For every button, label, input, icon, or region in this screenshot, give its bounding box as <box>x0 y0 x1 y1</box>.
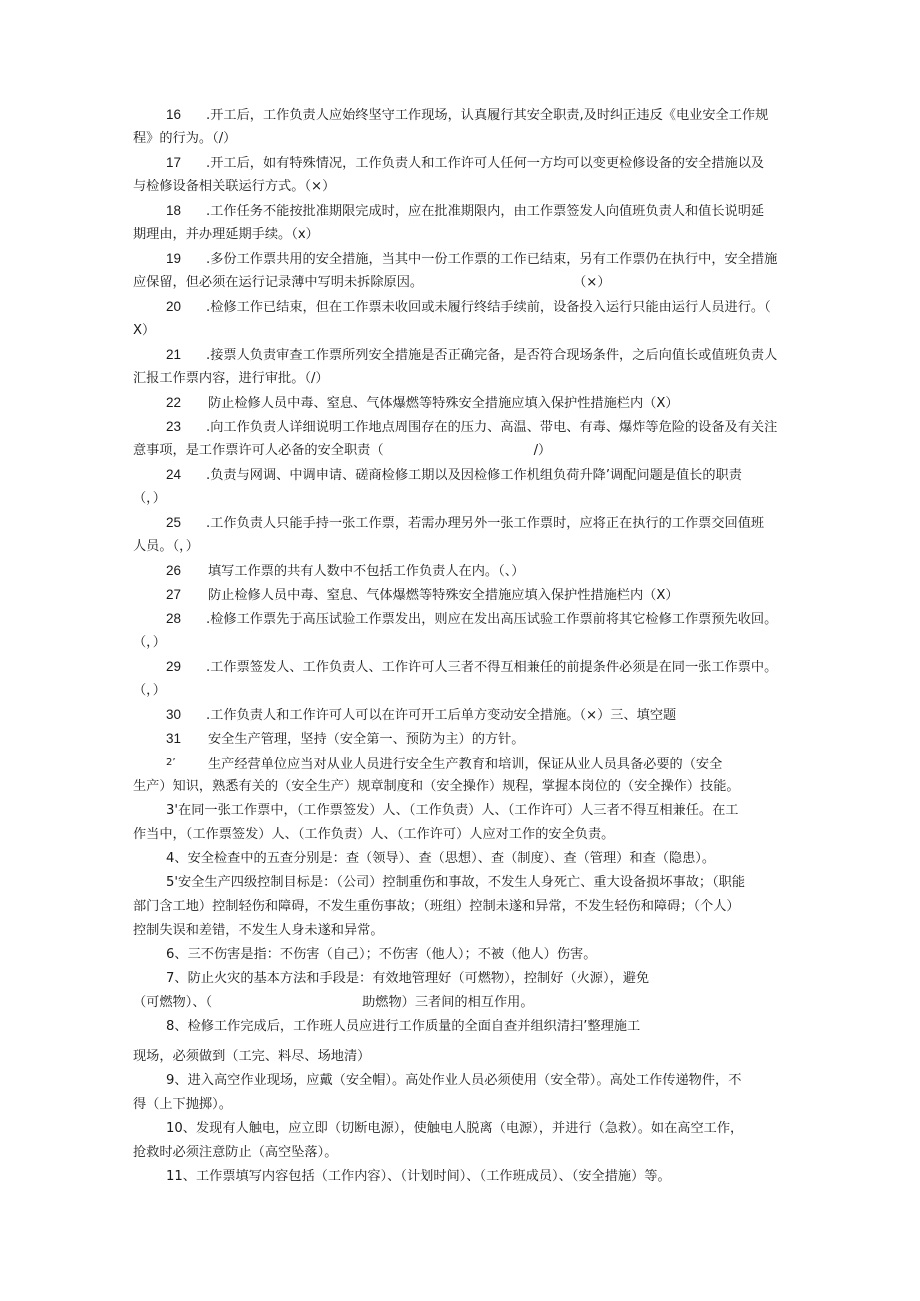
item-26-line-1 <box>133 559 795 583</box>
item-text: .检修工作票先于高压试验工作票发出，则应在发出高压试验工作票前将其它检修工作票预先收回。 <box>206 612 778 627</box>
item-number: 27 <box>166 587 182 602</box>
fill-5-line-2 <box>133 895 795 919</box>
item-text: .向工作负责人详细说明工作地点周围存在的压力、高温、带电、有毒、爆炸等危险的设备及有关注 <box>206 420 778 435</box>
item-text: 汇报工作票内容，进行审批。（/） <box>133 371 329 386</box>
item-text: .工作票签发人、工作负责人、工作许可人三者不得互相兼任的前提条件必须是在同一张工作票中。 <box>206 660 778 675</box>
item-number: 6 <box>166 947 175 962</box>
item-number: 7 <box>166 971 175 986</box>
item-28-line-2 <box>133 631 795 655</box>
item-text: （，） <box>133 491 166 506</box>
item-number: 29 <box>166 659 182 674</box>
item-text: .工作负责人只能手持一张工作票，若需办理另外一张工作票时，应将正在执行的工作票交回值班 <box>206 516 765 531</box>
fill-2-line-1 <box>133 751 795 775</box>
item-text: 、进入高空作业现场，应戴（安全帽）。高处作业人员必须使用（安全带）。高处工作传递物件，不 <box>174 1073 742 1088</box>
fill-5-line-1 <box>133 871 795 895</box>
item-number: 9 <box>166 1073 175 1088</box>
fill-10-line-2 <box>133 1141 795 1165</box>
item-number: 30 <box>166 707 182 722</box>
item-31-line-1 <box>133 727 795 751</box>
item-text: .负责与网调、中调申请、磋商检修工期以及因检修工作机组负荷升降’调配问题是值长的职责 <box>206 468 742 483</box>
fill-5-line-3 <box>133 919 795 943</box>
item-20-line-1 <box>133 295 795 319</box>
item-number: 10 <box>166 1121 183 1136</box>
item-21-line-2 <box>133 367 795 391</box>
item-text: 部门含工地）控制轻伤和障碍，不发生重伤事故；（班组）控制未遂和异常，不发生轻伤和障碍；（个人） <box>133 899 740 914</box>
item-text: 、防止火灾的基本方法和手段是：有效地管理好（可燃物），控制好（火源），避免 <box>174 971 650 986</box>
item-text: .多份工作票共用的安全措施，当其中一份工作票的工作已结束，另有工作票仍在执行中，安全措施 <box>206 252 778 267</box>
item-28-line-1 <box>133 607 795 631</box>
document-body <box>133 103 795 1189</box>
item-number: 25 <box>166 515 182 530</box>
item-number: 4 <box>166 851 175 866</box>
item-29-line-2 <box>133 679 795 703</box>
item-number: 3' <box>166 803 179 818</box>
item-text: 在同一张工作票中，（工作票签发）人、（工作负责）人、（工作许可）人三者不得互相兼任。在工 <box>178 803 739 818</box>
item-text: 、发现有人触电，应立即（切断电源），使触电人脱离（电源），并进行（急救）。如在高空工作， <box>182 1121 744 1136</box>
item-20-line-2 <box>133 319 795 343</box>
fill-6-line-1 <box>133 943 795 967</box>
item-text: 现场，必须做到（工完、料尽、场地清） <box>133 1049 371 1064</box>
item-18-line-1 <box>133 199 795 223</box>
item-text: （，） <box>133 683 166 698</box>
item-answer: （×） <box>573 275 611 290</box>
item-text: 程》的行为。（/） <box>133 131 237 146</box>
item-text: .开工后，工作负责人应始终坚守工作现场，认真履行其安全职责,及时纠正违反《电业安全工作规 <box>206 108 769 123</box>
item-24-line-2 <box>133 487 795 511</box>
fill-8-line-1 <box>133 1015 795 1039</box>
item-25-line-2 <box>133 535 795 559</box>
item-text: .接票人负责审查工作票所列安全措施是否正确完备，是否符合现场条件，之后向值长或值班负责人 <box>206 348 778 363</box>
item-30-line-1 <box>133 703 795 727</box>
item-text: .检修工作已结束，但在工作票未收回或未履行终结手续前，设备投入运行只能由运行人员进行。（ <box>206 300 771 315</box>
item-19-line-1 <box>133 247 795 271</box>
item-number: 26 <box>166 563 182 578</box>
fill-4-line-1 <box>133 847 795 871</box>
item-text: 安全生产四级控制目标是：（公司）控制重伤和事故，不发生人身死亡、重大设备损坏事故；（职能 <box>178 875 746 890</box>
item-number: 28 <box>166 611 182 626</box>
item-17-line-2 <box>133 175 795 199</box>
item-number: 18 <box>166 203 182 218</box>
item-25-line-1 <box>133 511 795 535</box>
item-text: 生产）知识，熟悉有关的（安全生产）规章制度和（安全操作）规程，掌握本岗位的（安全操作）技能。 <box>133 779 740 794</box>
item-number: 2’ <box>166 757 176 768</box>
item-text: 防止检修人员中毒、窒息、气体爆燃等特殊安全措施应填入保护性措施栏内（X） <box>208 588 679 603</box>
fill-8-line-2 <box>133 1045 795 1069</box>
fill-7-line-1 <box>133 967 795 991</box>
item-text: 生产经营单位应当对从业人员进行安全生产教育和培训，保证从业人员具备必要的（安全 <box>208 757 723 772</box>
item-number: 24 <box>166 467 182 482</box>
fill-3-line-1 <box>133 799 795 823</box>
item-number: 19 <box>166 251 182 266</box>
item-text: 抢救时必须注意防止（高空坠落）。 <box>133 1145 338 1160</box>
item-text: 控制失误和差错，不发生人身未遂和异常。 <box>133 923 384 938</box>
item-27-line-1 <box>133 583 795 607</box>
fill-10-line-1 <box>133 1117 795 1141</box>
item-text: 得（上下抛掷）。 <box>133 1097 232 1112</box>
item-text: 防止检修人员中毒、窒息、气体爆燃等特殊安全措施应填入保护性措施栏内（X） <box>208 396 679 411</box>
item-text: 意事项，是工作票许可人必备的安全职责（ <box>133 443 384 458</box>
item-24-line-1 <box>133 463 795 487</box>
item-text: 作当中，（工作票签发）人、（工作负责）人、（工作许可）人应对工作的安全负责。 <box>133 827 615 842</box>
item-text: 人员。（，） <box>133 539 199 554</box>
item-number: 17 <box>166 155 182 170</box>
item-answer: /） <box>533 443 552 458</box>
item-text: X） <box>133 323 156 338</box>
item-text: .工作任务不能按批准期限完成时，应在批准期限内，由工作票签发人向值班负责人和值长说明延 <box>206 204 765 219</box>
fill-2-line-2 <box>133 775 795 799</box>
fill-11-line-1 <box>133 1165 795 1189</box>
item-29-line-1 <box>133 655 795 679</box>
item-19-line-2 <box>133 271 795 295</box>
item-text: 期理由，并办理延期手续。（x） <box>133 227 319 242</box>
item-number: 11 <box>166 1169 183 1184</box>
item-text: 安全生产管理，坚持（安全第一、预防为主）的方针。 <box>208 732 525 747</box>
item-16-line-1 <box>133 103 795 127</box>
fill-9-line-2 <box>133 1093 795 1117</box>
item-text: （，） <box>133 635 166 650</box>
fill-9-line-1 <box>133 1069 795 1093</box>
item-text: 、工作票填写内容包括（工作内容）、（计划时间）、（工作班成员）、（安全措施）等。 <box>182 1169 671 1184</box>
item-number: 21 <box>166 347 182 362</box>
item-text: （可燃物）、（ <box>133 995 213 1010</box>
item-text: .开工后，如有特殊情况，工作负责人和工作许可人任何一方均可以变更检修设备的安全措施以及 <box>206 156 765 171</box>
item-17-line-1 <box>133 151 795 175</box>
item-text: 、三不伤害是指：不伤害（自己）；不伤害（他人）；不被（他人）伤害。 <box>174 947 597 962</box>
item-number: 20 <box>166 299 182 314</box>
item-number: 23 <box>166 419 182 434</box>
item-number: 16 <box>166 107 182 122</box>
item-number: 22 <box>166 395 182 410</box>
item-23-line-2 <box>133 439 795 463</box>
item-number: 5' <box>166 875 179 890</box>
item-text: .工作负责人和工作许可人可以在许可开工后单方变动安全措施。（×）三、填空题 <box>206 708 677 723</box>
item-number: 8 <box>166 1019 175 1034</box>
item-number: 31 <box>166 731 182 746</box>
item-text: 应保留，但必须在运行记录薄中写明未拆除原因。 <box>133 275 424 290</box>
item-text: 填写工作票的共有人数中不包括工作负责人在内。（、） <box>208 564 525 579</box>
item-text: 、安全检查中的五查分别是：查（领导）、查（思想）、查（制度）、查（管理）和查（隐患）。 <box>174 851 716 866</box>
item-18-line-2 <box>133 223 795 247</box>
item-text-cont: 助燃物）三者间的相互作用。 <box>362 995 534 1010</box>
item-text: 、检修工作完成后，工作班人员应进行工作质量的全面自查并组织清扫’整理施工 <box>174 1019 641 1034</box>
item-21-line-1 <box>133 343 795 367</box>
item-23-line-1 <box>133 415 795 439</box>
item-text: 与检修设备相关联运行方式。（×） <box>133 179 336 194</box>
fill-3-line-2 <box>133 823 795 847</box>
fill-7-line-2 <box>133 991 795 1015</box>
item-22-line-1 <box>133 391 795 415</box>
item-16-line-2 <box>133 127 795 151</box>
